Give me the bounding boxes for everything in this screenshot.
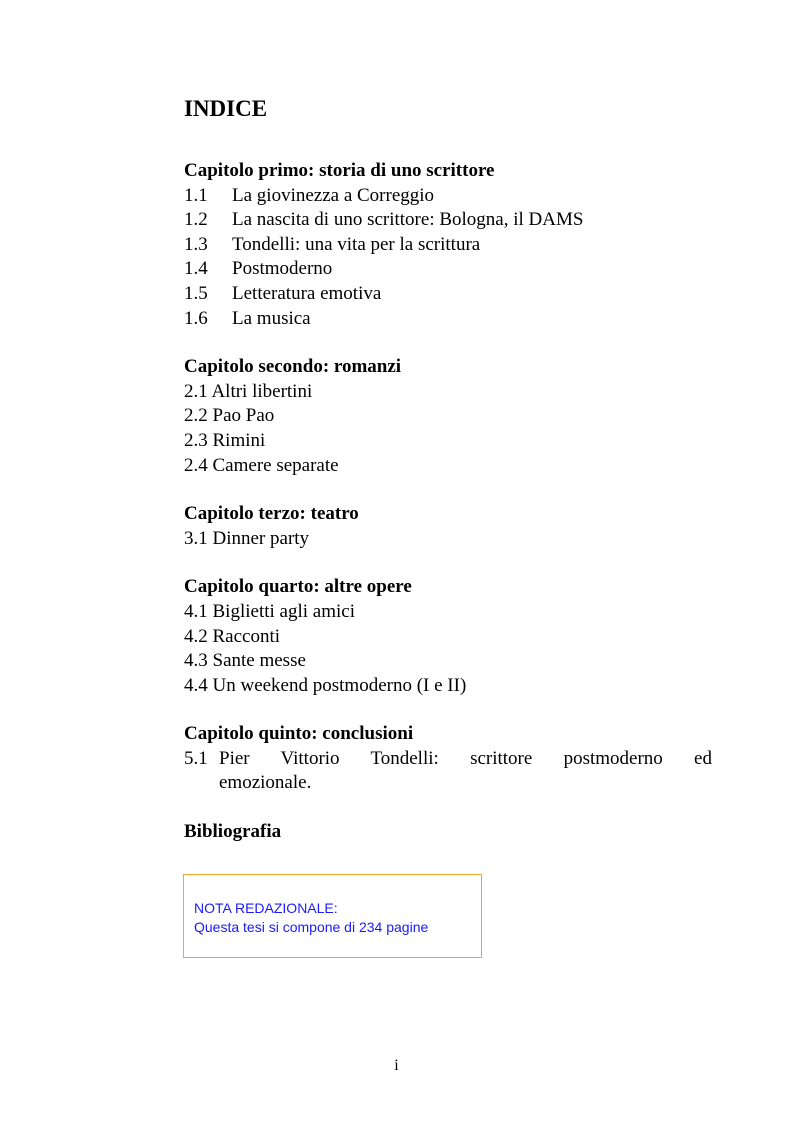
page-title: INDICE [184,96,268,121]
entry-number: 1.5 [184,282,208,304]
chapter-4 [184,575,712,698]
entry-number: 5.1 [184,747,208,769]
toc-entry: 4.1 Biglietti agli amici [184,600,355,622]
toc-entry: 2.2 Pao Pao [184,405,275,427]
entry-text [219,747,712,796]
toc-entry [184,184,712,209]
note-label: NOTA REDAZIONALE: [194,900,338,916]
chapter-5 [184,722,712,796]
toc-entry [184,747,712,796]
toc-entry: 2.1 Altri libertini [184,380,313,402]
entry-number: 1.1 [184,184,208,206]
entry-text: Letteratura emotiva [232,282,382,304]
entry-number: 1.6 [184,307,208,329]
entry-text-line-2: emozionale. [219,772,312,794]
toc-entry [184,208,712,233]
table-of-contents [184,159,712,845]
entry-number: 1.3 [184,233,208,255]
chapter-heading: Capitolo primo: storia di uno scrittore [184,160,495,181]
entry-number: 1.4 [184,258,208,280]
entry-text: La nascita di uno scrittore: Bologna, il DAMS [232,209,584,231]
toc-entry [184,233,712,258]
toc-entry: 4.3 Sante messe [184,650,306,672]
chapter-3 [184,502,712,551]
chapter-heading: Capitolo terzo: teatro [184,503,359,525]
entry-text: Tondelli: una vita per la scrittura [232,233,481,255]
toc-entry [184,307,712,332]
toc-entry: 4.4 Un weekend postmoderno (I e II) [184,674,467,696]
toc-entry: 2.3 Rimini [184,429,266,451]
note-text: Questa tesi si compone di 234 pagine [194,919,429,935]
chapter-heading: Capitolo secondo: romanzi [184,356,402,378]
toc-entry: 4.2 Racconti [184,625,281,647]
bibliography-heading: Bibliografia [184,821,282,843]
entry-number: 1.2 [184,209,208,231]
chapter-1 [184,159,712,331]
toc-entry: 2.4 Camere separate [184,454,339,476]
toc-entry: 3.1 Dinner party [184,527,310,549]
entry-text: La giovinezza a Correggio [232,184,435,206]
toc-entry [184,257,712,282]
entry-text: La musica [232,307,311,329]
chapter-heading: Capitolo quarto: altre opere [184,576,412,598]
page-number: i [394,1057,399,1074]
toc-entry [184,282,712,307]
chapter-heading: Capitolo quinto: conclusioni [184,723,414,745]
entry-text: Postmoderno [232,258,333,280]
chapter-2 [184,355,712,478]
entry-text-line-1: Pier Vittorio Tondelli: scrittore postmoderno ed [219,747,712,769]
editorial-note-box [183,874,482,958]
